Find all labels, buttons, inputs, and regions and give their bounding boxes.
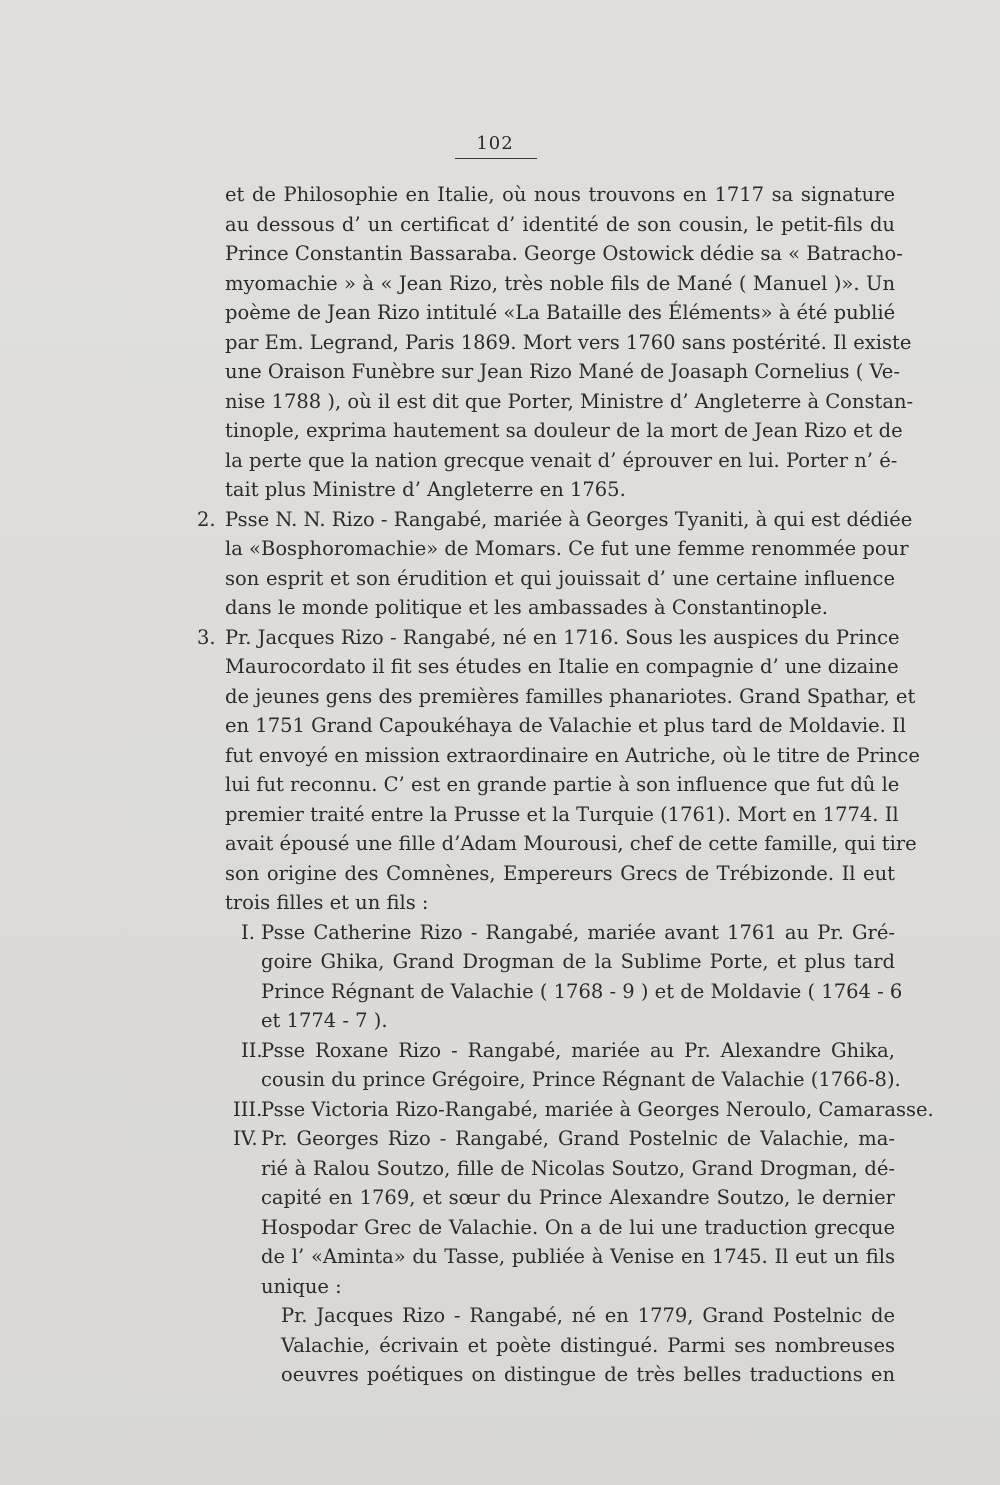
text-line: en 1751 Grand Capoukéhaya de Valachie et plus tard de Moldavie. Il [225, 714, 906, 737]
text-line: la «Bosphoromachie» de Momars. Ce fut une femme renommée pour [225, 537, 909, 560]
text-line: capité en 1769, et sœur du Prince Alexandre Soutzo, le dernier [261, 1186, 895, 1209]
text-line: son origine des Comnènes, Empereurs Grecs de Trébizonde. Il eut [225, 861, 895, 885]
paragraph-jean-rizo [225, 180, 914, 505]
text-line: une Oraison Funèbre sur Jean Rizo Mané de Joasaph Cornelius ( Ve- [225, 360, 900, 383]
text-line: Pr. Georges Rizo - Rangabé, Grand Postelnic de Valachie, ma- [261, 1127, 895, 1150]
page-number-rule [455, 158, 537, 159]
text-line: Maurocordato il fit ses études en Italie en compagnie d’ une dizaine [225, 655, 899, 678]
entry-jacques-1779 [281, 1301, 895, 1390]
entry-3 [197, 623, 920, 918]
text-line: Psse N. N. Rizo - Rangabé, mariée à Georges Tyaniti, à qui est dédiée [225, 507, 913, 531]
text-line: au dessous d’ un certificat d’ identité de son cousin, le petit-fils du [225, 212, 895, 236]
text-line: dans le monde politique et les ambassades à Constantinople. [225, 596, 828, 619]
entry-number: III. [233, 1097, 263, 1121]
text-line: et de Philosophie en Italie, où nous trouvons en 1717 sa signature [225, 183, 895, 206]
text-line: Psse Catherine Rizo - Rangabé, mariée avant 1761 au Pr. Gré- [261, 920, 895, 944]
text-line: Prince Constantin Bassaraba. George Ostowick dédie sa « Batracho- [225, 242, 903, 265]
text-line: de jeunes gens des premières familles phanariotes. Grand Spathar, et [225, 684, 916, 708]
entry-number: 2. [197, 507, 216, 531]
text-line: Psse Victoria Rizo-Rangabé, mariée à Georges Neroulo, Camarasse. [261, 1097, 934, 1121]
entry-ii [241, 1036, 901, 1095]
entry-2 [197, 505, 913, 623]
entry-iv [233, 1124, 895, 1301]
text-line: goire Ghika, Grand Drogman de la Sublime Porte, et plus tard [261, 950, 895, 973]
text-line: rié à Ralou Soutzo, fille de Nicolas Soutzo, Grand Drogman, dé- [261, 1156, 895, 1180]
text-line: Pr. Jacques Rizo - Rangabé, né en 1779, Grand Postelnic de [281, 1304, 895, 1327]
text-line: lui fut reconnu. C’ est en grande partie à son influence que fut dû le [225, 773, 900, 796]
text-line: nise 1788 ), où il est dit que Porter, Ministre d’ Angleterre à Constan- [225, 389, 914, 413]
entry-number: 3. [197, 625, 216, 649]
entry-number: II. [241, 1038, 263, 1062]
text-line: cousin du prince Grégoire, Prince Régnant de Valachie (1766-8). [261, 1068, 901, 1091]
text-line: myomachie » à « Jean Rizo, très noble fils de Mané ( Manuel )». Un [225, 271, 895, 295]
text-line: de l’ «Aminta» du Tasse, publiée à Venise en 1745. Il eut un fils [261, 1245, 895, 1268]
text-line: fut envoyé en mission extraordinaire en Autriche, où le titre de Prince [225, 743, 920, 767]
text-line: avait épousé une fille d’Adam Mourousi, chef de cette famille, qui tire [225, 832, 917, 855]
body-text [197, 180, 934, 1390]
text-line: tait plus Ministre d’ Angleterre en 1765. [225, 478, 626, 501]
entry-number: I. [241, 920, 255, 944]
text-line: par Em. Legrand, Paris 1869. Mort vers 1760 sans postérité. Il existe [225, 330, 912, 354]
text-line: Hospodar Grec de Valachie. On a de lui une traduction grecque [261, 1215, 895, 1239]
entry-iii [233, 1095, 934, 1125]
entry-number: IV. [233, 1127, 258, 1150]
text-line: oeuvres poétiques on distingue de très belles traductions en [281, 1363, 895, 1386]
text-line: tinople, exprima hautement sa douleur de la mort de Jean Rizo et de [225, 419, 903, 442]
text-line: son esprit et son érudition et qui jouissait d’ une certaine influence [225, 566, 895, 590]
text-line: unique : [261, 1274, 342, 1298]
text-line: premier traité entre la Prusse et la Turquie (1761). Mort en 1774. Il [225, 802, 899, 826]
text-line: Psse Roxane Rizo - Rangabé, mariée au Pr. Alexandre Ghika, [261, 1038, 895, 1062]
entry-i [241, 918, 903, 1036]
text-line: Prince Régnant de Valachie ( 1768 - 9 ) et de Moldavie ( 1764 - 6 [261, 979, 903, 1003]
text-line: trois filles et un fils : [225, 891, 429, 914]
text-line: Pr. Jacques Rizo - Rangabé, né en 1716. Sous les auspices du Prince [225, 625, 900, 649]
text-line: Valachie, écrivain et poète distingué. Parmi ses nombreuses [281, 1333, 895, 1357]
page-number: 102 [476, 133, 514, 154]
text-line: poème de Jean Rizo intitulé «La Bataille des Éléments» à été publié [225, 301, 896, 324]
text-line: la perte que la nation grecque venait d’ éprouver en lui. Porter n’ é- [225, 448, 898, 472]
text-line: et 1774 - 7 ). [261, 1009, 388, 1032]
